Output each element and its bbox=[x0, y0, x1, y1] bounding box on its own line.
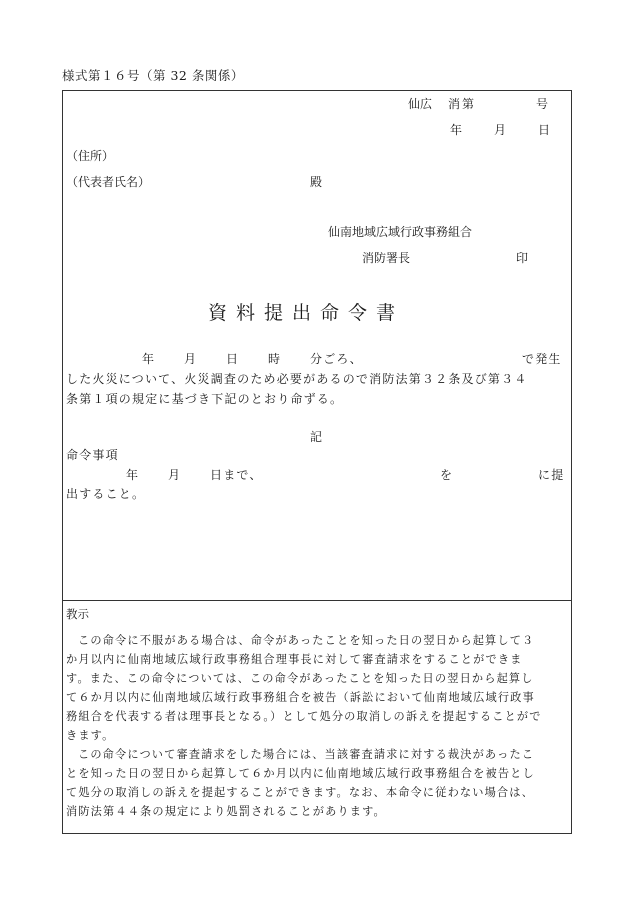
instruction-line: とを知った日の翌日から起算して６か月以内に仙南地域広域行政事務組合を被告とし bbox=[66, 767, 535, 780]
form-number-label: 様式第１６号（第 32 条関係） bbox=[62, 68, 244, 83]
instruction-line: す。また、この命令については、この命令があったことを知った日の翌日から起算し bbox=[66, 672, 534, 685]
order-year: 年 bbox=[126, 468, 139, 482]
honorific: 殿 bbox=[310, 175, 323, 189]
body-line-3: 条第１項の規定に基づき下記のとおり命ずる。 bbox=[66, 392, 344, 406]
date-day: 日 bbox=[538, 123, 551, 137]
representative-name-label: （代表者氏名） bbox=[66, 175, 151, 189]
order-heading: 命令事項 bbox=[66, 448, 119, 462]
issuer-chief: 消防署長 bbox=[362, 251, 411, 265]
instruction-line: この命令について審査請求をした場合には、当該審査請求に対する裁決があったこ bbox=[78, 748, 535, 761]
document-title: 資料提出命令書 bbox=[208, 302, 405, 324]
body-occurred: で発生 bbox=[522, 352, 562, 366]
instruction-line: か月以内に仙南地域広域行政事務組合理事長に対して審査請求をすることができま bbox=[66, 653, 523, 666]
doc-number-mid: 消第 bbox=[448, 97, 477, 111]
ki-heading: 記 bbox=[310, 430, 323, 444]
order-wo: を bbox=[440, 468, 453, 482]
instruction-line: 消防法第４４条の規定により処罰されることがあります。 bbox=[66, 805, 386, 818]
body-minute: 分ごろ、 bbox=[310, 352, 363, 366]
instruction-line: この命令に不服がある場合は、命令があったことを知った日の翌日から起算して３ bbox=[78, 634, 535, 647]
body-month: 月 bbox=[184, 352, 197, 366]
doc-number-prefix: 仙広 bbox=[408, 97, 433, 111]
issuer-organization: 仙南地域広域行政事務組合 bbox=[328, 225, 473, 239]
body-hour: 時 bbox=[268, 352, 281, 366]
date-year: 年 bbox=[450, 123, 463, 137]
order-until: 日まで、 bbox=[210, 468, 263, 482]
date-month: 月 bbox=[494, 123, 507, 137]
order-line-2: 出すること。 bbox=[66, 487, 146, 501]
instruction-line: 務組合を代表する者は理事長となる。）として処分の取消しの訴えを提起することがで bbox=[66, 710, 542, 723]
instruction-line: て処分の取消しの訴えを提起することができます。なお、本命令に従わない場合は、 bbox=[66, 786, 534, 799]
section-divider bbox=[62, 600, 572, 601]
body-day: 日 bbox=[226, 352, 239, 366]
order-submit-to: に提 bbox=[538, 468, 565, 482]
instruction-line: きます。 bbox=[66, 729, 115, 742]
instructions-heading: 教示 bbox=[66, 607, 89, 621]
order-month: 月 bbox=[168, 468, 181, 482]
address-label: （住所） bbox=[66, 149, 115, 163]
instruction-line: て６か月以内に仙南地域広域行政事務組合を被告（訴訟において仙南地域広域行政事 bbox=[66, 691, 535, 704]
body-line-2: した火災について、火災調査のため必要があるので消防法第３２条及び第３４ bbox=[66, 372, 528, 386]
doc-number-suffix: 号 bbox=[536, 97, 549, 111]
seal-mark: 印 bbox=[516, 251, 529, 265]
body-year: 年 bbox=[142, 352, 155, 366]
